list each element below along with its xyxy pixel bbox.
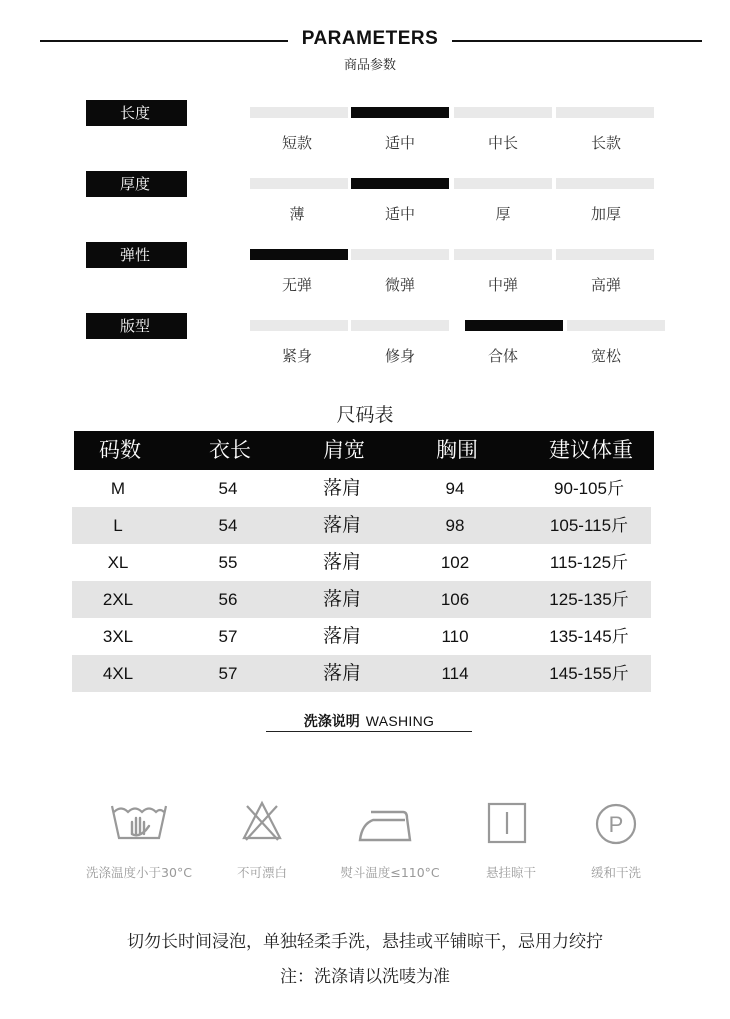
table-cell: 3XL (102, 627, 134, 646)
table-cell: L (113, 516, 123, 535)
table-cell: 落肩 (322, 625, 361, 647)
header-divider-left (40, 40, 288, 42)
size-table-header (74, 431, 654, 470)
param-segment (454, 249, 552, 260)
param-segment (250, 320, 348, 331)
table-cell: 114 (441, 664, 469, 683)
param-segment (556, 249, 654, 260)
header-length: 衣长 (209, 438, 251, 462)
param-label: 长度 (86, 100, 187, 126)
header-size: 码数 (99, 438, 141, 462)
table-cell: 55 (218, 553, 238, 572)
param-segment-selected (351, 107, 449, 118)
param-option: 适中 (384, 134, 415, 152)
param-option: 宽松 (590, 347, 621, 365)
table-cell: 125-135斤 (549, 590, 629, 609)
table-cell: 落肩 (322, 477, 361, 499)
table-cell: 115-125斤 (549, 553, 629, 572)
table-cell: 106 (440, 590, 470, 609)
param-segment (556, 107, 654, 118)
param-option: 厚 (495, 205, 511, 223)
param-option: 微弹 (384, 276, 415, 294)
param-segment (567, 320, 665, 331)
no-bleach-label: 不可漂白 (236, 865, 287, 880)
wash-tub-30-icon (110, 800, 168, 844)
param-segment-selected (465, 320, 563, 331)
header-chest: 胸围 (436, 438, 478, 462)
svg-text:P: P (608, 812, 624, 837)
table-row (72, 470, 651, 507)
header-weight: 建议体重 (549, 438, 633, 462)
param-segment (556, 178, 654, 189)
param-label: 厚度 (86, 171, 187, 197)
hang-dry-icon (487, 802, 527, 844)
table-cell: 2XL (102, 590, 134, 609)
table-cell: 94 (445, 479, 465, 498)
wash-temp-label: 洗涤温度小于30°C (86, 865, 192, 880)
page-subtitle: 商品参数 (343, 58, 396, 73)
table-cell: 110 (441, 627, 469, 646)
param-option: 薄 (289, 205, 305, 223)
table-cell: 落肩 (322, 551, 361, 573)
param-segment (454, 178, 552, 189)
washing-title-en: WASHING (365, 713, 435, 729)
care-note: 切勿长时间浸泡，单独轻柔手洗，悬挂或平铺晾干，忌用力绞拧 (127, 932, 603, 952)
table-cell: 90-105斤 (554, 479, 624, 498)
table-cell: 57 (218, 627, 238, 646)
table-cell: 落肩 (322, 662, 361, 684)
param-option: 长款 (590, 134, 621, 152)
table-cell: 54 (218, 479, 238, 498)
param-option: 中弹 (487, 276, 518, 294)
param-option: 无弹 (281, 276, 312, 294)
table-cell: 145-155斤 (549, 664, 629, 683)
param-segment-selected (250, 249, 348, 260)
washing-title-zh: 洗涤说明 (303, 714, 360, 730)
table-row (72, 618, 651, 655)
size-table-title: 尺码表 (336, 404, 394, 426)
param-option: 短款 (281, 134, 312, 152)
dry-clean-icon (594, 802, 638, 846)
table-cell: 135-145斤 (549, 627, 629, 646)
param-segment (250, 178, 348, 189)
washing-title (266, 711, 472, 731)
table-cell: 落肩 (322, 588, 361, 610)
table-cell: 98 (445, 516, 465, 535)
table-cell: 4XL (102, 664, 134, 683)
table-row (72, 581, 651, 618)
param-segment (250, 107, 348, 118)
care-footnote: 注：洗涤请以洗唛为准 (280, 967, 450, 987)
washing-underline (266, 731, 472, 732)
param-option: 高弹 (590, 276, 621, 294)
param-option: 适中 (384, 205, 415, 223)
table-cell: 落肩 (322, 514, 361, 536)
table-row (72, 544, 651, 581)
iron-temp-label: 熨斗温度≤110°C (340, 865, 440, 880)
hang-dry-label: 悬挂晾干 (485, 865, 536, 880)
param-option: 中长 (487, 134, 518, 152)
table-cell: 57 (218, 664, 238, 683)
table-cell: M (110, 479, 126, 498)
table-cell: XL (107, 553, 129, 572)
header-divider-right (452, 40, 702, 42)
param-option: 修身 (384, 347, 415, 365)
no-bleach-icon (241, 800, 283, 842)
param-segment (351, 320, 449, 331)
param-segment (454, 107, 552, 118)
param-label: 弹性 (86, 242, 187, 268)
iron-icon (357, 806, 413, 844)
param-option: 紧身 (281, 347, 312, 365)
table-cell: 102 (440, 553, 470, 572)
param-segment-selected (351, 178, 449, 189)
header-shoulder: 肩宽 (323, 438, 365, 462)
param-option: 加厚 (590, 205, 621, 223)
param-label: 版型 (86, 313, 187, 339)
param-segment (351, 249, 449, 260)
table-cell: 54 (218, 516, 238, 535)
table-cell: 105-115斤 (549, 516, 629, 535)
table-row (72, 655, 651, 692)
page-title: PARAMETERS (301, 28, 439, 49)
table-row (72, 507, 651, 544)
table-cell: 56 (218, 590, 238, 609)
param-option: 合体 (487, 347, 518, 365)
dry-clean-label: 缓和干洗 (590, 865, 641, 880)
